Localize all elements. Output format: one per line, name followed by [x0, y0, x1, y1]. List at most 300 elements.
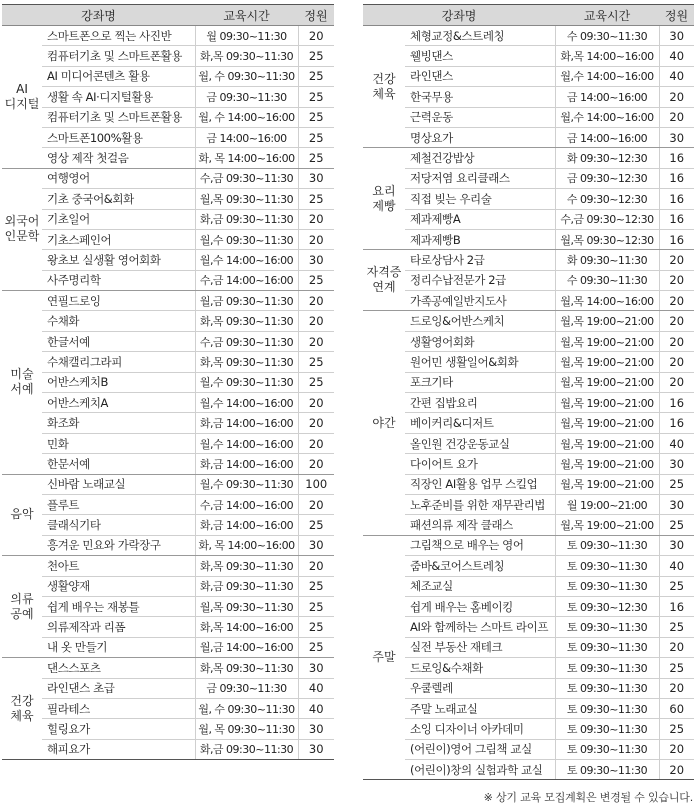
- course-time: 수,금 09:30~11:30: [195, 168, 298, 188]
- course-capacity: 25: [298, 576, 334, 596]
- course-time: 월,목 19:00~21:00: [555, 393, 659, 413]
- table-row: [2, 494, 334, 514]
- category-cell: 미술 서예: [2, 291, 42, 475]
- table-row: [363, 107, 694, 127]
- course-name: 직장인 AI활용 업무 스킬업: [405, 474, 555, 494]
- course-time: 화,목 09:30~11:30: [195, 658, 298, 678]
- course-capacity: 20: [298, 26, 334, 46]
- course-capacity: 16: [659, 189, 694, 209]
- course-capacity: 30: [298, 250, 334, 270]
- course-capacity: 30: [659, 127, 694, 147]
- course-time: 월, 수 14:00~16:00: [195, 107, 298, 127]
- course-name: 여행영어: [42, 168, 195, 188]
- course-capacity: 20: [659, 250, 694, 270]
- category-cell: 건강 체육: [363, 26, 405, 148]
- course-name: 필라테스: [42, 698, 195, 718]
- course-name: 제과제빵A: [405, 209, 555, 229]
- course-name: 왕초보 실생활 영어회화: [42, 250, 195, 270]
- table-row: [363, 229, 694, 249]
- course-capacity: 20: [298, 331, 334, 351]
- table-row: [363, 352, 694, 372]
- course-name: 타로상담사 2급: [405, 250, 555, 270]
- course-time: 월,목 19:00~21:00: [555, 331, 659, 351]
- course-time: 수 09:30~11:30: [555, 270, 659, 290]
- course-name: 생활영어회화: [405, 331, 555, 351]
- course-capacity: 20: [298, 311, 334, 331]
- course-name: AI 미디어콘텐츠 활용: [42, 66, 195, 86]
- course-name: 쉽게 배우는 홈베이킹: [405, 596, 555, 616]
- course-time: 화,금 14:00~16:00: [195, 454, 298, 474]
- course-capacity: 25: [298, 637, 334, 657]
- course-time: 월,목 09:30~12:30: [555, 229, 659, 249]
- course-time: 토 09:30~11:30: [555, 698, 659, 718]
- table-row: [363, 291, 694, 311]
- course-time: 화,목 09:30~11:30: [195, 46, 298, 66]
- course-capacity: 20: [659, 352, 694, 372]
- course-capacity: 25: [659, 474, 694, 494]
- table-row: [2, 209, 334, 229]
- course-time: 월,금 09:30~11:30: [195, 291, 298, 311]
- course-name: 수채화: [42, 311, 195, 331]
- table-row: [2, 393, 334, 413]
- table-row: [363, 331, 694, 351]
- table-row: [363, 658, 694, 678]
- course-capacity: 25: [659, 576, 694, 596]
- course-name: 기초스페인어: [42, 229, 195, 249]
- course-time: 수 09:30~11:30: [555, 26, 659, 46]
- course-name: 웰빙댄스: [405, 46, 555, 66]
- course-time: 화,금 09:30~11:30: [195, 576, 298, 596]
- course-capacity: 25: [298, 270, 334, 290]
- course-capacity: 25: [659, 719, 694, 739]
- category-cell: 음악: [2, 474, 42, 556]
- course-capacity: 60: [659, 698, 694, 718]
- table-body-right: [363, 26, 694, 780]
- table-row: [2, 739, 334, 759]
- course-time: 월,수 09:30~11:30: [195, 372, 298, 392]
- course-capacity: 20: [659, 372, 694, 392]
- course-capacity: 20: [298, 209, 334, 229]
- course-time: 월, 목 09:30~11:30: [195, 719, 298, 739]
- table-row: [363, 127, 694, 147]
- course-capacity: 25: [298, 189, 334, 209]
- course-time: 화 09:30~12:30: [555, 148, 659, 168]
- course-time: 월,금 14:00~16:00: [195, 637, 298, 657]
- table-row: [2, 413, 334, 433]
- course-time: 수,금 14:00~16:00: [195, 494, 298, 514]
- table-row: [2, 26, 334, 46]
- course-name: 힐링요가: [42, 719, 195, 739]
- course-name: 체조교실: [405, 576, 555, 596]
- course-time: 토 09:30~11:30: [555, 719, 659, 739]
- table-row: [363, 678, 694, 698]
- course-time: 토 09:30~11:30: [555, 739, 659, 759]
- course-name: 포크기타: [405, 372, 555, 392]
- course-name: 연필드로잉: [42, 291, 195, 311]
- course-capacity: 30: [298, 719, 334, 739]
- course-name: 베이커리&디저트: [405, 413, 555, 433]
- course-name: 주말 노래교실: [405, 698, 555, 718]
- course-capacity: 25: [298, 352, 334, 372]
- course-time: 월,목 19:00~21:00: [555, 474, 659, 494]
- course-time: 수 09:30~12:30: [555, 189, 659, 209]
- course-time: 토 09:30~12:30: [555, 596, 659, 616]
- course-capacity: 30: [659, 26, 694, 46]
- table-row: [363, 66, 694, 86]
- course-time: 화, 목 14:00~16:00: [195, 535, 298, 555]
- course-capacity: 16: [659, 413, 694, 433]
- table-row: [363, 515, 694, 535]
- category-cell: 외국어 인문학: [2, 168, 42, 290]
- course-time: 월,수 14:00~16:00: [555, 107, 659, 127]
- table-row: [2, 433, 334, 453]
- course-name: 라인댄스: [405, 66, 555, 86]
- course-capacity: 20: [298, 556, 334, 576]
- course-capacity: 20: [298, 413, 334, 433]
- table-row: [2, 535, 334, 555]
- course-capacity: 30: [298, 168, 334, 188]
- course-time: 수,금 14:00~16:00: [195, 270, 298, 290]
- course-capacity: 20: [659, 637, 694, 657]
- category-cell: 자격증 연계: [363, 250, 405, 311]
- course-name: 수채캘리그라피: [42, 352, 195, 372]
- course-capacity: 25: [298, 46, 334, 66]
- course-capacity: 20: [659, 739, 694, 759]
- course-time: 토 09:30~11:30: [555, 556, 659, 576]
- course-time: 토 09:30~11:30: [555, 678, 659, 698]
- course-capacity: 16: [659, 209, 694, 229]
- course-name: 한글서예: [42, 331, 195, 351]
- course-time: 토 09:30~11:30: [555, 617, 659, 637]
- course-capacity: 25: [298, 148, 334, 168]
- course-capacity: 40: [298, 698, 334, 718]
- course-capacity: 30: [659, 454, 694, 474]
- course-name: 스마트폰으로 찍는 사진반: [42, 26, 195, 46]
- header-course-name: 강좌명: [2, 5, 195, 26]
- table-header-row: [2, 5, 334, 26]
- course-time: 금 09:30~11:30: [195, 678, 298, 698]
- category-cell: 주말: [363, 535, 405, 780]
- table-row: [2, 168, 334, 188]
- course-capacity: 30: [659, 535, 694, 555]
- table-row: [2, 698, 334, 718]
- course-capacity: 25: [659, 617, 694, 637]
- course-capacity: 20: [298, 291, 334, 311]
- course-name: 생활 속 AI·디지털활용: [42, 87, 195, 107]
- course-name: 민화: [42, 433, 195, 453]
- table-row: [363, 393, 694, 413]
- course-name: 기초 중국어&회화: [42, 189, 195, 209]
- course-name: 신바람 노래교실: [42, 474, 195, 494]
- course-capacity: 40: [659, 66, 694, 86]
- course-time: 월,수 14:00~16:00: [195, 393, 298, 413]
- table-row: [2, 352, 334, 372]
- course-capacity: 40: [298, 678, 334, 698]
- course-name: (어린이)영어 그림책 교실: [405, 739, 555, 759]
- header-course-name: 강좌명: [363, 5, 555, 26]
- table-body-left: [2, 26, 334, 760]
- table-row: [2, 331, 334, 351]
- course-time: 월,목 19:00~21:00: [555, 311, 659, 331]
- table-row: [2, 189, 334, 209]
- course-capacity: 20: [298, 229, 334, 249]
- category-cell: 건강 체육: [2, 658, 42, 760]
- course-name: 원어민 생활일어&회화: [405, 352, 555, 372]
- table-row: [2, 148, 334, 168]
- course-time: 화,금 09:30~11:30: [195, 739, 298, 759]
- course-time: 월,목 09:30~11:30: [195, 189, 298, 209]
- table-row: [2, 576, 334, 596]
- course-name: 한국무용: [405, 87, 555, 107]
- course-time: 월,목 19:00~21:00: [555, 352, 659, 372]
- table-row: [2, 515, 334, 535]
- course-capacity: 16: [659, 596, 694, 616]
- course-name: 한문서예: [42, 454, 195, 474]
- course-name: 올인원 건강운동교실: [405, 433, 555, 453]
- course-capacity: 25: [298, 596, 334, 616]
- table-row: [2, 556, 334, 576]
- course-name: 영상 제작 첫걸음: [42, 148, 195, 168]
- course-capacity: 20: [659, 291, 694, 311]
- course-time: 월,수 09:30~11:30: [195, 229, 298, 249]
- table-row: [363, 311, 694, 331]
- table-row: [2, 107, 334, 127]
- course-name: 근력운동: [405, 107, 555, 127]
- course-time: 금 14:00~16:00: [195, 127, 298, 147]
- course-time: 월,목 09:30~11:30: [195, 596, 298, 616]
- course-time: 수,금 09:30~12:30: [555, 209, 659, 229]
- course-name: 댄스스포츠: [42, 658, 195, 678]
- table-row: [363, 739, 694, 759]
- course-time: 화,목 14:00~16:00: [195, 617, 298, 637]
- course-capacity: 25: [298, 617, 334, 637]
- table-row: [2, 250, 334, 270]
- table-row: [363, 556, 694, 576]
- course-time: 화,목 09:30~11:30: [195, 556, 298, 576]
- course-capacity: 20: [298, 433, 334, 453]
- table-row: [363, 637, 694, 657]
- course-capacity: 30: [298, 658, 334, 678]
- course-capacity: 25: [659, 515, 694, 535]
- course-time: 화,금 14:00~16:00: [195, 515, 298, 535]
- table-row: [2, 678, 334, 698]
- course-capacity: 20: [659, 331, 694, 351]
- course-capacity: 16: [659, 168, 694, 188]
- course-time: 토 09:30~11:30: [555, 760, 659, 780]
- table-row: [363, 474, 694, 494]
- table-row: [363, 596, 694, 616]
- course-name: 컴퓨터기초 및 스마트폰활용: [42, 46, 195, 66]
- course-time: 수,금 09:30~11:30: [195, 331, 298, 351]
- course-capacity: 25: [298, 87, 334, 107]
- course-time: 월,수 14:00~16:00: [555, 66, 659, 86]
- header-time: 교육시간: [195, 5, 298, 26]
- course-name: 우쿨렐레: [405, 678, 555, 698]
- course-capacity: 25: [298, 66, 334, 86]
- table-row: [2, 474, 334, 494]
- course-name: 해피요가: [42, 739, 195, 759]
- course-time: 화 09:30~11:30: [555, 250, 659, 270]
- course-capacity: 20: [659, 87, 694, 107]
- course-time: 금 14:00~16:00: [555, 127, 659, 147]
- table-row: [363, 494, 694, 514]
- course-table-left: [2, 4, 334, 760]
- course-time: 토 09:30~11:30: [555, 576, 659, 596]
- table-row: [2, 229, 334, 249]
- course-name: 클래식기타: [42, 515, 195, 535]
- course-capacity: 100: [298, 474, 334, 494]
- table-row: [2, 46, 334, 66]
- course-time: 월,목 19:00~21:00: [555, 372, 659, 392]
- header-time: 교육시간: [555, 5, 659, 26]
- course-name: 생활양재: [42, 576, 195, 596]
- course-time: 월,수 14:00~16:00: [195, 433, 298, 453]
- category-cell: 의류 공예: [2, 556, 42, 658]
- course-capacity: 30: [298, 535, 334, 555]
- course-capacity: 40: [659, 556, 694, 576]
- table-row: [363, 26, 694, 46]
- course-time: 토 09:30~11:30: [555, 637, 659, 657]
- course-capacity: 20: [298, 393, 334, 413]
- course-name: (어린이)창의 실험과학 교실: [405, 760, 555, 780]
- course-capacity: 30: [659, 494, 694, 514]
- table-row: [363, 168, 694, 188]
- course-capacity: 25: [298, 372, 334, 392]
- course-name: 그림책으로 배우는 영어: [405, 535, 555, 555]
- course-name: 어반스케치A: [42, 393, 195, 413]
- course-time: 월,목 19:00~21:00: [555, 433, 659, 453]
- table-row: [2, 658, 334, 678]
- course-name: 체형교정&스트레칭: [405, 26, 555, 46]
- course-name: 천아트: [42, 556, 195, 576]
- course-time: 화, 목 14:00~16:00: [195, 148, 298, 168]
- table-row: [363, 617, 694, 637]
- table-row: [2, 719, 334, 739]
- course-name: 스마트폰100%활용: [42, 127, 195, 147]
- course-name: 줌바&코어스트레칭: [405, 556, 555, 576]
- course-name: 사주명리학: [42, 270, 195, 290]
- table-row: [2, 617, 334, 637]
- course-name: 실전 부동산 재테크: [405, 637, 555, 657]
- course-capacity: 30: [298, 739, 334, 759]
- course-time: 금 09:30~12:30: [555, 168, 659, 188]
- course-capacity: 20: [298, 494, 334, 514]
- course-capacity: 20: [659, 270, 694, 290]
- course-name: 드로잉&어반스케치: [405, 311, 555, 331]
- table-row: [363, 270, 694, 290]
- table-row: [2, 372, 334, 392]
- course-time: 화,금 14:00~16:00: [195, 413, 298, 433]
- table-row: [363, 250, 694, 270]
- course-name: 소잉 디자이너 아카데미: [405, 719, 555, 739]
- table-row: [363, 719, 694, 739]
- course-name: 제철건강밥상: [405, 148, 555, 168]
- course-time: 토 09:30~11:30: [555, 658, 659, 678]
- table-row: [363, 209, 694, 229]
- course-name: 컴퓨터기초 및 스마트폰활용: [42, 107, 195, 127]
- course-time: 월,목 19:00~21:00: [555, 454, 659, 474]
- course-time: 금 09:30~11:30: [195, 87, 298, 107]
- course-name: 드로잉&수채화: [405, 658, 555, 678]
- course-name: 흥겨운 민요와 가락장구: [42, 535, 195, 555]
- table-row: [363, 698, 694, 718]
- table-row: [363, 454, 694, 474]
- course-capacity: 40: [659, 46, 694, 66]
- course-capacity: 25: [659, 658, 694, 678]
- category-cell: 요리 제빵: [363, 148, 405, 250]
- course-time: 화,목 09:30~11:30: [195, 352, 298, 372]
- course-name: 화조화: [42, 413, 195, 433]
- course-capacity: 20: [659, 107, 694, 127]
- course-capacity: 16: [659, 229, 694, 249]
- course-capacity: 25: [298, 127, 334, 147]
- table-row: [2, 291, 334, 311]
- course-capacity: 25: [298, 515, 334, 535]
- course-name: 제과제빵B: [405, 229, 555, 249]
- course-name: 어반스케치B: [42, 372, 195, 392]
- course-time: 화,금 09:30~11:30: [195, 209, 298, 229]
- course-name: 저당저염 요리클래스: [405, 168, 555, 188]
- table-row: [2, 270, 334, 290]
- course-name: 다이어트 요가: [405, 454, 555, 474]
- course-time: 월 19:00~21:00: [555, 494, 659, 514]
- course-name: 플루트: [42, 494, 195, 514]
- course-time: 월,수 14:00~16:00: [195, 250, 298, 270]
- table-row: [2, 66, 334, 86]
- table-row: [363, 760, 694, 780]
- table-row: [363, 576, 694, 596]
- course-table-right: [363, 4, 694, 780]
- category-cell: AI 디지털: [2, 26, 42, 169]
- course-capacity: 20: [298, 454, 334, 474]
- course-name: 간편 집밥요리: [405, 393, 555, 413]
- table-row: [363, 433, 694, 453]
- course-capacity: 25: [298, 107, 334, 127]
- table-row: [2, 87, 334, 107]
- table-row: [2, 127, 334, 147]
- course-capacity: 40: [659, 433, 694, 453]
- course-time: 화,목 14:00~16:00: [555, 46, 659, 66]
- course-name: 기초일어: [42, 209, 195, 229]
- table-row: [363, 46, 694, 66]
- course-time: 월, 수 09:30~11:30: [195, 66, 298, 86]
- course-name: 쉽게 배우는 재봉틀: [42, 596, 195, 616]
- course-name: 의류제작과 리폼: [42, 617, 195, 637]
- table-row: [2, 596, 334, 616]
- course-name: 노후준비를 위한 재무관리법: [405, 494, 555, 514]
- course-time: 월 09:30~11:30: [195, 26, 298, 46]
- header-capacity: 정원: [659, 5, 694, 26]
- course-time: 금 14:00~16:00: [555, 87, 659, 107]
- course-time: 화,목 09:30~11:30: [195, 311, 298, 331]
- course-capacity: 16: [659, 393, 694, 413]
- table-row: [2, 637, 334, 657]
- table-row: [2, 311, 334, 331]
- table-row: [363, 87, 694, 107]
- course-name: 정리수납전문가 2급: [405, 270, 555, 290]
- table-header-row: [363, 5, 694, 26]
- course-name: 패션의류 제작 클래스: [405, 515, 555, 535]
- table-row: [2, 454, 334, 474]
- course-name: 직접 빚는 우리술: [405, 189, 555, 209]
- course-time: 월,수 09:30~11:30: [195, 474, 298, 494]
- header-capacity: 정원: [298, 5, 334, 26]
- table-row: [363, 413, 694, 433]
- course-name: AI와 함께하는 스마트 라이프: [405, 617, 555, 637]
- course-name: 명상요가: [405, 127, 555, 147]
- course-capacity: 20: [659, 311, 694, 331]
- course-capacity: 20: [659, 760, 694, 780]
